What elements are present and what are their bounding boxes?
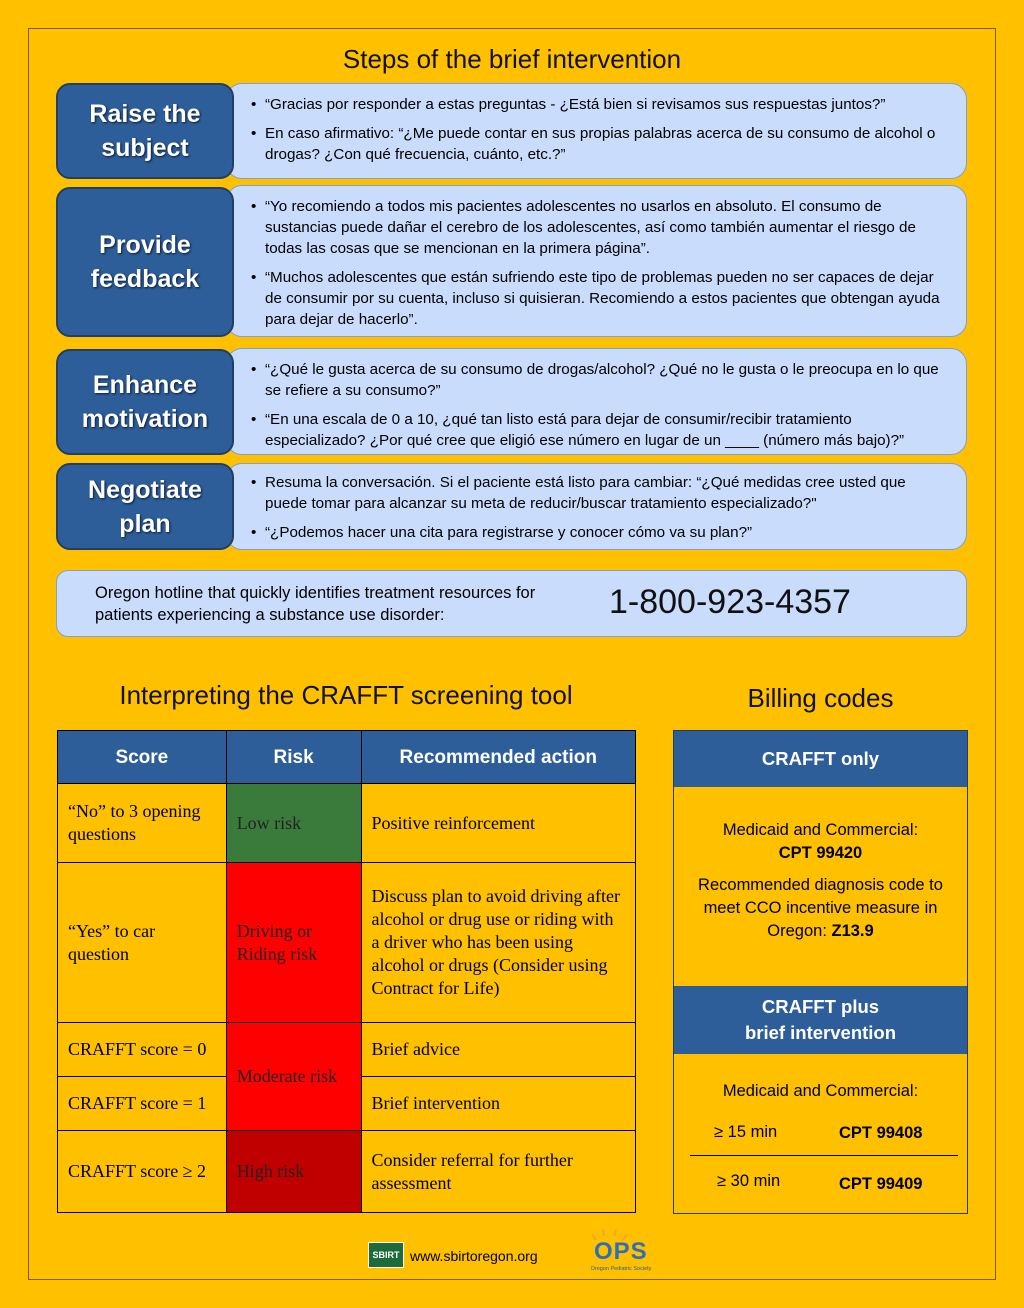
billing-divider (690, 1155, 958, 1156)
table-row (58, 1131, 636, 1213)
hotline-box (56, 570, 967, 637)
step-label-enhance-motivation: Enhance motivation (56, 349, 234, 455)
score-cell: “No” to 3 opening questions (58, 784, 227, 863)
action-cell: Consider referral for further assessment (361, 1131, 635, 1213)
step-bullet: • “¿Qué le gusta acerca de su consumo de drogas/alcohol? ¿Qué no le gusta o le preocupa en lo que se refiere a su consumo?” (251, 359, 952, 401)
risk-cell-moderate: Moderate risk (226, 1023, 361, 1131)
step-bullet: • En caso afirmativo: “¿Me puede contar en sus propias palabras acerca de su consumo de alcohol o drogas? ¿Con qué frecuencia, cuánto, etc.?” (251, 123, 952, 165)
step-bullet: • “Gracias por responder a estas preguntas - ¿Está bien si revisamos sus respuestas juntos?” (251, 94, 952, 115)
billing-box (673, 730, 968, 1214)
ops-logo (582, 1228, 658, 1278)
action-cell: Positive reinforcement (361, 784, 635, 863)
step-label-raise-subject: Raise the subject (56, 83, 234, 179)
step-bullet: • “Yo recomiendo a todos mis pacientes adolescentes no usarlos en absoluto. El consumo de sustancias puede dañar el cerebro de los adolescentes, así como también aumentar el riesgo de todas las cosas que se mencionan en la primera página”. (251, 196, 952, 259)
action-cell: Brief advice (361, 1023, 635, 1077)
column-header-action: Recommended action (361, 731, 635, 784)
column-header-score: Score (58, 731, 227, 784)
risk-cell-driving: Driving or Riding risk (226, 863, 361, 1023)
score-cell: CRAFFT score = 0 (58, 1023, 227, 1077)
step-bullet: • “Muchos adolescentes que están sufriendo este tipo de problemas pueden no ser capaces de dejar de consumir por su cuenta, incluso si quisieran. Recomiendo a estos pacientes que obtengan ayuda para dejar de hacerlo”. (251, 267, 952, 330)
billing-cpt-99408: CPT 99408 (839, 1124, 923, 1142)
column-header-risk: Risk (226, 731, 361, 784)
table-row (58, 1023, 636, 1077)
billing-header-line2: brief intervention (744, 1022, 897, 1043)
billing-cpt-99420: CPT 99420 (778, 844, 863, 862)
risk-cell-high: High risk (226, 1131, 361, 1213)
diagnosis-code: Z13.9 (831, 922, 874, 940)
billing-diagnosis (674, 874, 967, 943)
billing-time-15: ≥ 15 min (714, 1123, 778, 1141)
step-bullet: • Resuma la conversación. Si el paciente está listo para cambiar: “¿Qué medidas cree usted que puede tomar para alcanzar su meta de reducir/buscar tratamiento especializado?" (251, 472, 952, 514)
sbirt-logo: SBIRT (368, 1242, 404, 1268)
step-bullet: • “¿Podemos hacer una cita para registrarse y conocer cómo va su plan?” (251, 522, 952, 543)
billing-cpt-99409: CPT 99409 (839, 1175, 923, 1193)
billing-header-crafft-plus (674, 986, 967, 1054)
billing-header-line1: CRAFFT plus (761, 996, 880, 1017)
billing-payer: Medicaid and Commercial: (722, 821, 919, 839)
hotline-text: Oregon hotline that quickly identifies treatment resources for patients experiencing a substance use disorder: (95, 584, 536, 624)
action-cell: Brief intervention (361, 1077, 635, 1131)
score-cell: CRAFFT score = 1 (58, 1077, 227, 1131)
footer-url-link[interactable]: www.sbirtoregon.org (410, 1248, 538, 1264)
score-cell: CRAFFT score ≥ 2 (58, 1131, 227, 1213)
steps-title: Steps of the brief intervention (342, 44, 682, 74)
table-row (58, 863, 636, 1023)
billing-payer: Medicaid and Commercial: (722, 1082, 919, 1100)
table-row (58, 784, 636, 863)
table-header-row (58, 731, 636, 784)
step-box-enhance-motivation (226, 348, 967, 455)
step-box-provide-feedback (226, 185, 967, 337)
crafft-title: Interpreting the CRAFFT screening tool (119, 680, 573, 710)
ops-logo-subtitle: Oregon Pediatric Society (590, 1266, 652, 1272)
step-bullet: • “En una escala de 0 a 10, ¿qué tan listo está para dejar de consumir/recibir tratamiento especializado? ¿Por qué cree que eligió ese número en lugar de un ____ (número más bajo)?” (251, 409, 952, 451)
billing-header-crafft-only: CRAFFT only (674, 731, 967, 787)
risk-cell-low: Low risk (226, 784, 361, 863)
step-box-negotiate-plan (226, 463, 967, 550)
step-box-raise-subject (226, 83, 967, 179)
action-cell: Discuss plan to avoid driving after alcohol or drug use or riding with a driver who has been using alcohol or drugs (Consider using Contract for Life) (361, 863, 635, 1023)
crafft-table (57, 730, 636, 1213)
ops-logo-text: OPS (594, 1238, 648, 1265)
score-cell: “Yes” to car question (58, 863, 227, 1023)
hotline-phone[interactable]: 1-800-923-4357 (609, 583, 851, 621)
billing-time-30: ≥ 30 min (717, 1172, 781, 1190)
step-label-provide-feedback: Provide feedback (56, 187, 234, 337)
step-label-negotiate-plan: Negotiate plan (56, 463, 234, 550)
billing-title: Billing codes (747, 683, 894, 713)
diagnosis-text: Recommended diagnosis code to meet CCO incentive measure in Oregon: (698, 876, 943, 940)
